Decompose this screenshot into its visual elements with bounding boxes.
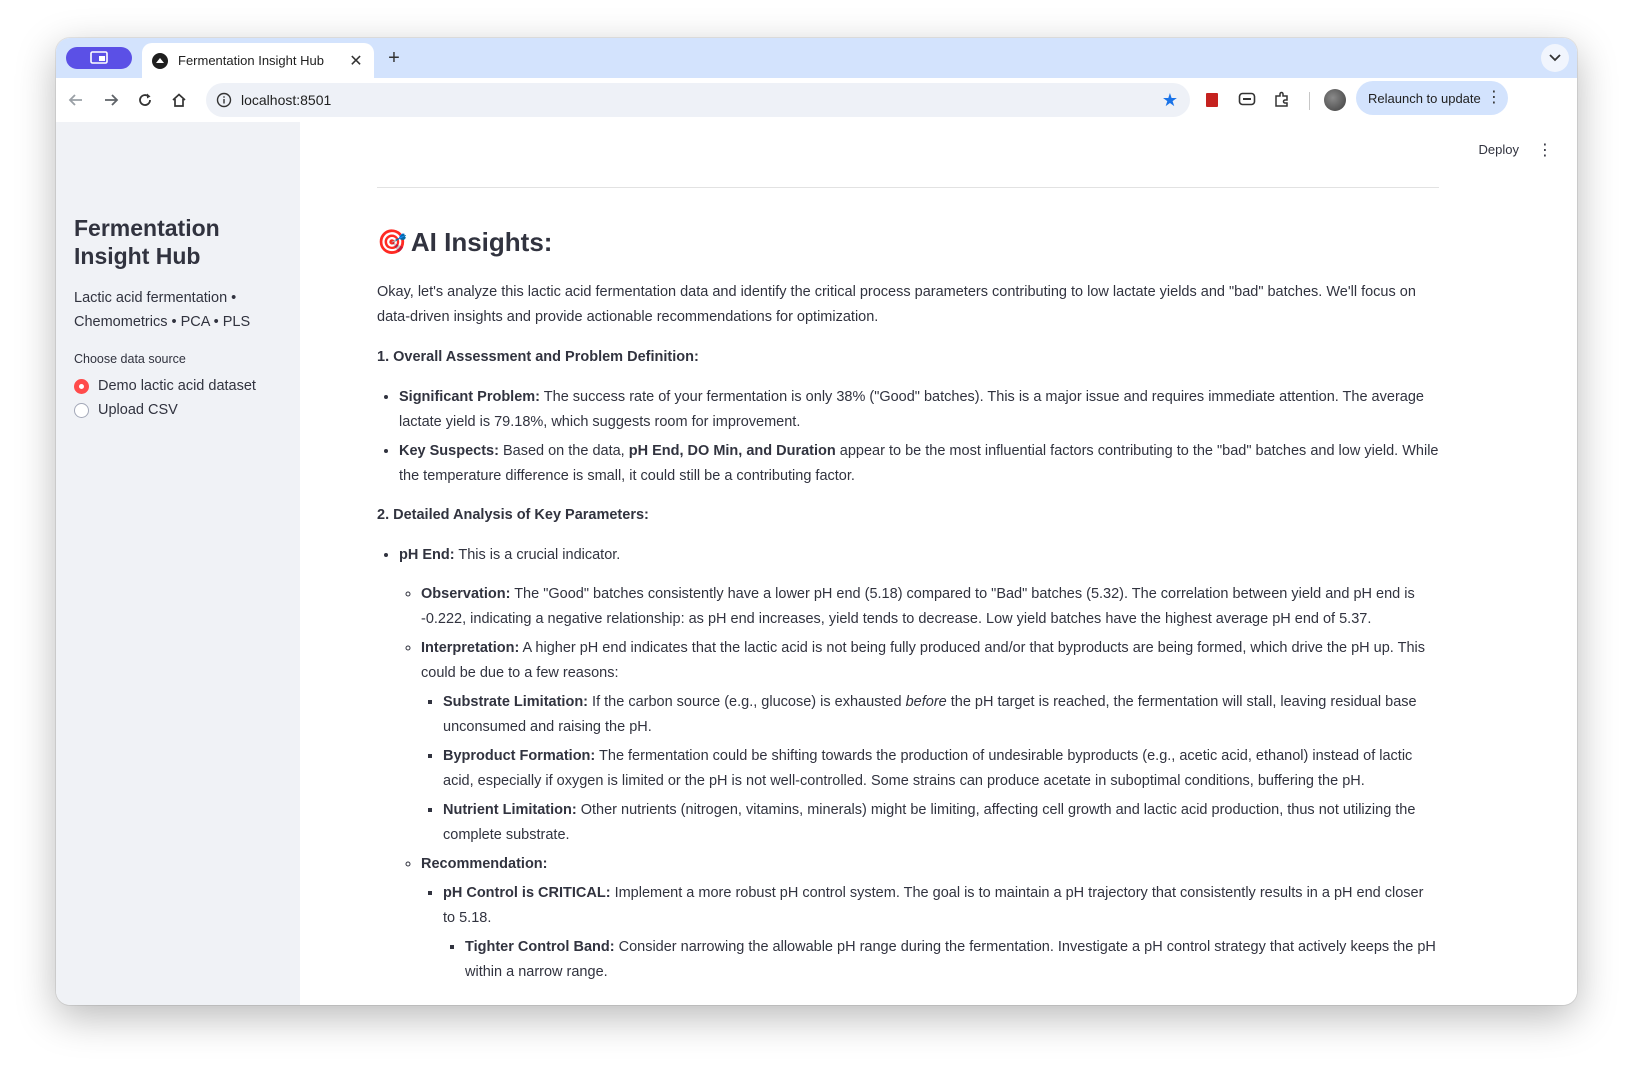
- address-bar[interactable]: [206, 83, 1190, 117]
- tab-strip: [56, 38, 1577, 78]
- section-title: 2. Detailed Analysis of Key Parameters:: [377, 507, 649, 523]
- list-item: ▪ Byproduct Formation: The fermentation could be shifting towards the production of undesirable byproducts (e.g., acetic acid, ethanol) instead of lactic acid, especially if oxygen is limited or the pH is not well-controlled. Some strains can produce acetate in suboptimal conditions, buffering the pH.: [443, 744, 1439, 794]
- radio-upload-csv[interactable]: [74, 402, 178, 418]
- close-tab-icon[interactable]: ✕: [349, 52, 363, 70]
- sidebar: [56, 122, 300, 1005]
- list-item: • Key Suspects: Based on the data, pH End, DO Min, and Duration appear to be the most influential factors contributing to the "bad" batches and low yield. While the temperature difference is small, it could still be a contributing factor.: [399, 439, 1439, 489]
- sidebar-subtitle: Lactic acid fermentation • Chemometrics • PCA • PLS: [74, 290, 251, 330]
- relaunch-button[interactable]: [1356, 81, 1508, 115]
- browser-window: [56, 38, 1577, 1005]
- radio-label: Demo lactic acid dataset: [98, 378, 256, 394]
- assessment-list: [377, 385, 1439, 489]
- tab-title: Fermentation Insight Hub: [178, 53, 324, 68]
- radio-label: Upload CSV: [98, 402, 178, 418]
- more-menu-icon[interactable]: ⋮: [1486, 89, 1502, 106]
- parameter-list: [377, 543, 1439, 985]
- new-tab-icon[interactable]: +: [388, 46, 400, 69]
- extensions-puzzle-icon[interactable]: [1272, 90, 1292, 110]
- deploy-button[interactable]: Deploy: [1478, 142, 1519, 157]
- list-item: • pH End: This is a crucial indicator. ◦ Observation: The "Good" batches consistently have a lower pH end (5.18) compared to "Bad" batches (5.32). The correlation between yield and pH end is -0.222, indicating a negative relationship: as pH end increases, yield tends to decrease. Low yield batches have the highest average pH end of 5.37. ◦ Interpretation: A higher pH end indicates that the lactic acid is not being fully produced and/or that byproducts are being formed, which drive the pH up. This could be due to a few reasons: ▪ Substrate Limitation: If the carbon source (e.g., glucose) is exhausted before the pH target is reached, the fermentation will stall, leaving residual base unconsumed and raising the pH. ▪ Byproduct Formation: The fermentation could be shifting towards the production of undesirable byproducts (e.g., acetic acid, ethanol) instead of lactic acid, especially if oxygen is limited or the pH is not well-controlled. Some strains can produce acetate in suboptimal conditions, buffering the pH. ▪ Nutrient Limitation: Other nutrients (nitrogen, vitamins, minerals) might be limiting, affecting cell growth and lactic acid production, thus not utilizing the complete substrate. ◦ Recommendation: ▪ pH Control is CRITICAL: Implement a more robust pH control system. The goal is to maintain a pH trajectory that consistently results in a pH end closer to 5.18. ▪ Tighter Control Band: Consider narrowing the allowable pH range during the fermentation. Investigate a pH control strategy that actively keeps the pH within a narrow range.: [399, 543, 1439, 985]
- section-title: 1. Overall Assessment and Problem Definition:: [377, 349, 699, 365]
- home-icon[interactable]: [167, 88, 191, 112]
- bookmark-extension-icon[interactable]: [1202, 90, 1222, 110]
- list-item: ◦ Recommendation: ▪ pH Control is CRITICAL: Implement a more robust pH control system. The goal is to maintain a pH trajectory that consistently results in a pH end closer to 5.18. ▪ Tighter Control Band: Consider narrowing the allowable pH range during the fermentation. Investigate a pH control strategy that actively keeps the pH within a narrow range.: [421, 852, 1439, 985]
- back-icon[interactable]: [64, 88, 88, 112]
- reload-icon[interactable]: [133, 88, 157, 112]
- list-item: ▪ Nutrient Limitation: Other nutrients (nitrogen, vitamins, minerals) might be limiting, affecting cell growth and lactic acid production, thus not utilizing the complete substrate.: [443, 798, 1439, 848]
- toolbar-separator: [1309, 92, 1310, 110]
- target-icon: 🎯: [377, 229, 407, 256]
- profile-avatar[interactable]: [1324, 89, 1346, 111]
- control-list: [443, 935, 1439, 985]
- streamlit-favicon-icon: [152, 53, 168, 69]
- main-menu-icon[interactable]: ⋮: [1537, 142, 1553, 159]
- chat-extension-icon[interactable]: [1237, 90, 1257, 110]
- data-source-label: Choose data source: [74, 352, 186, 366]
- list-item: • Significant Problem: The success rate of your fermentation is only 38% ("Good" batches). This is a major issue and requires immediate attention. The average lactate yield is 79.18%, which suggests room for improvement.: [399, 385, 1439, 435]
- browser-toolbar: [56, 78, 1577, 123]
- insights-title: AI Insights:: [410, 227, 553, 257]
- tab-search-chevron-icon[interactable]: [1541, 44, 1569, 72]
- profile-switcher-button[interactable]: [66, 47, 132, 69]
- streamlit-app: [56, 122, 1577, 1005]
- recommendation-list: [421, 881, 1439, 985]
- browser-tab[interactable]: [142, 43, 374, 78]
- divider: [377, 187, 1439, 188]
- radio-unselected-icon[interactable]: [74, 403, 89, 418]
- radio-demo-dataset[interactable]: [74, 378, 256, 394]
- list-item: ▪ Tighter Control Band: Consider narrowing the allowable pH range during the fermentation. Investigate a pH control strategy that actively keeps the pH within a narrow range.: [465, 935, 1439, 985]
- main-content: [300, 122, 1577, 1005]
- ph-detail-list: [399, 582, 1439, 985]
- site-info-icon[interactable]: [216, 92, 232, 108]
- radio-selected-icon[interactable]: [74, 379, 89, 394]
- url-text: localhost:8501: [241, 92, 332, 108]
- window-icon: [90, 51, 108, 65]
- reason-list: [421, 690, 1439, 848]
- relaunch-label: Relaunch to update: [1368, 90, 1481, 106]
- forward-icon[interactable]: [99, 88, 123, 112]
- insights-heading: [377, 227, 552, 258]
- list-item: ▪ Substrate Limitation: If the carbon source (e.g., glucose) is exhausted before the pH target is reached, the fermentation will stall, leaving residual base unconsumed and raising the pH.: [443, 690, 1439, 740]
- bookmark-star-icon[interactable]: ★: [1161, 90, 1178, 110]
- sidebar-title: Fermentation Insight Hub: [74, 215, 220, 269]
- list-item: ◦ Interpretation: A higher pH end indicates that the lactic acid is not being fully produced and/or that byproducts are being formed, which drive the pH up. This could be due to a few reasons: ▪ Substrate Limitation: If the carbon source (e.g., glucose) is exhausted before the pH target is reached, the fermentation will stall, leaving residual base unconsumed and raising the pH. ▪ Byproduct Formation: The fermentation could be shifting towards the production of undesirable byproducts (e.g., acetic acid, ethanol) instead of lactic acid, especially if oxygen is limited or the pH is not well-controlled. Some strains can produce acetate in suboptimal conditions, buffering the pH. ▪ Nutrient Limitation: Other nutrients (nitrogen, vitamins, minerals) might be limiting, affecting cell growth and lactic acid production, thus not utilizing the complete substrate.: [421, 636, 1439, 848]
- list-item: ◦ Observation: The "Good" batches consistently have a lower pH end (5.18) compared to "Bad" batches (5.32). The correlation between yield and pH end is -0.222, indicating a negative relationship: as pH end increases, yield tends to decrease. Low yield batches have the highest average pH end of 5.37.: [421, 582, 1439, 632]
- insights-body: [377, 280, 1439, 993]
- intro-paragraph: Okay, let's analyze this lactic acid fermentation data and identify the critical process parameters contributing to low lactate yields and "bad" batches. We'll focus on data-driven insights and provide actionable recommendations for optimization.: [377, 284, 1416, 325]
- list-item: ▪ pH Control is CRITICAL: Implement a more robust pH control system. The goal is to maintain a pH trajectory that consistently results in a pH end closer to 5.18. ▪ Tighter Control Band: Consider narrowing the allowable pH range during the fermentation. Investigate a pH control strategy that actively keeps the pH within a narrow range.: [443, 881, 1439, 985]
